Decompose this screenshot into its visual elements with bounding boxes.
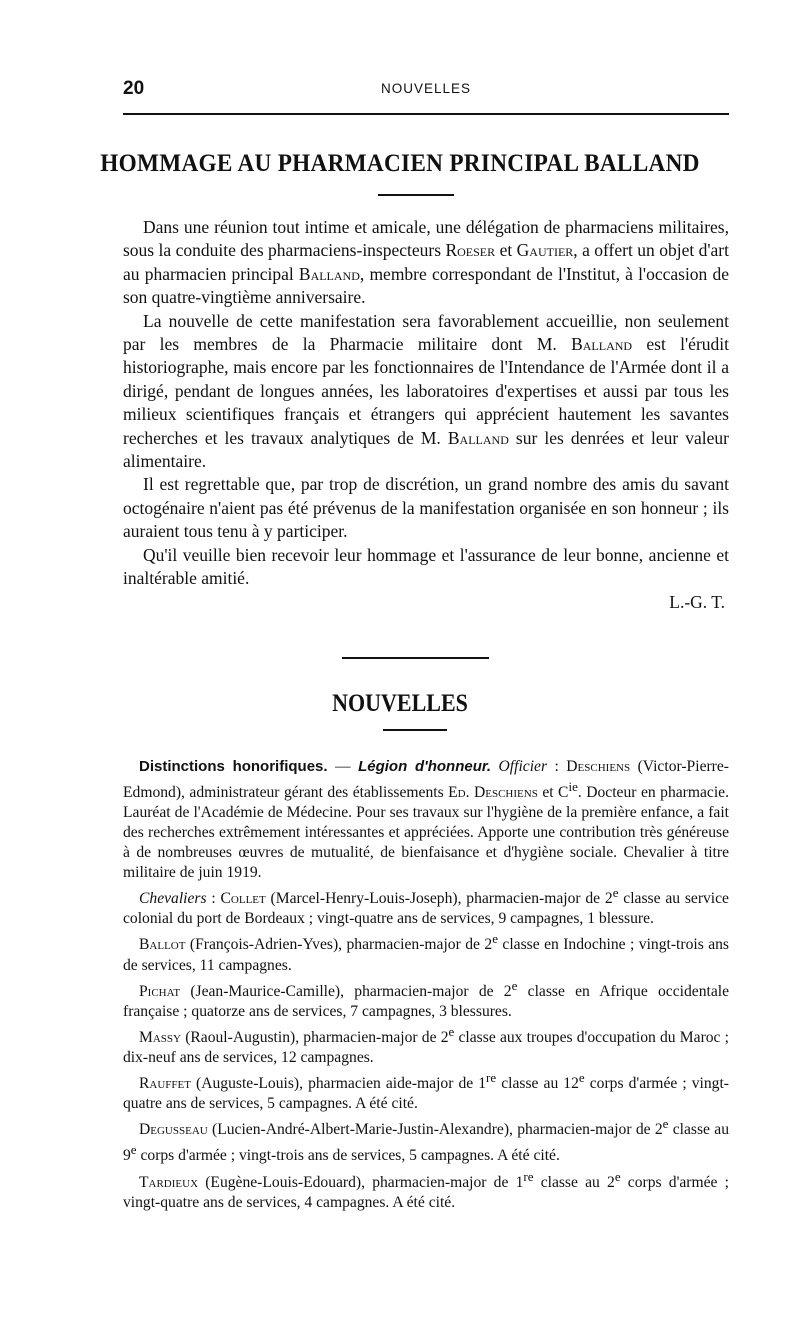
person-name: Pichat — [139, 982, 181, 1000]
running-header — [123, 78, 729, 102]
paragraph: Chevaliers : Collet (Marcel-Henry-Louis-Joseph), pharmacien-major de 2e classe au service colonial du port de Bordeaux ; vingt-quatre ans de services, 9 campagnes, 1 blessure. — [123, 885, 729, 928]
person-name: Balland — [571, 334, 633, 355]
article-title-hommage: HOMMAGE AU PHARMACIEN PRINCIPAL BALLAND — [100, 150, 700, 177]
person-name: Rauffet — [139, 1075, 191, 1093]
person-name: Degusseau — [139, 1121, 208, 1139]
person-name: Massy — [139, 1028, 181, 1046]
running-title: NOUVELLES — [380, 81, 472, 96]
section-divider — [342, 657, 489, 659]
paragraph: Rauffet (Auguste-Louis), pharmacien aide-major de 1re classe au 12e corps d'armée ; vingt-quatre ans de services, 5 campagnes. A été cité. — [123, 1069, 729, 1113]
paragraph: Massy (Raoul-Augustin), pharmacien-major de 2e classe aux troupes d'occupation du Maroc ; dix-neuf ans de services, 12 campagnes. — [123, 1023, 730, 1066]
article-nouvelles-body — [123, 757, 729, 1213]
person-name: Collet — [220, 890, 266, 908]
paragraph: Degusseau (Lucien-André-Albert-Marie-Justin-Alexandre), pharmacien-major de 2e classe au 9e corps d'armée ; vingt-trois ans de services, 5 campagnes. A été cité. — [123, 1116, 729, 1165]
paragraph: Distinctions honorifiques. — Légion d'honneur. Officier : Deschiens (Victor-Pierre-Edmond), administrateur gérant des établissements Ed. Deschiens et $C^{ie}$. Docteur en pharmacie. Lauréat de l'Académie de Médecine. Pour ses travaux sur l'hygiène de la première enfance, a fait des recherches extrêmement intéressantes et appréciées. Apporte une contribution très généreuse à de nombreuses œuvres de mutualité, de bienfaisance et d'hygiène sociale. Chevalier à titre militaire de juin 1919. — [123, 758, 729, 882]
person-name: Deschiens — [566, 758, 631, 775]
paragraph: La nouvelle de cette manifestation sera favorablement accueillie, non seulement par les membres de la Pharmacie militaire dont M. Balland est l'érudit historiographe, mais encore par les fonctionnaires de l'Intendance de l'Armée dont il a dirigé, pendant de longues années, les laboratoires d'expertises et aussi par tous les milieux scientifiques français et étrangers qui apprécient hautement les savantes recherches et les travaux analytiques de M. Balland sur les denrées et leur valeur alimentaire. — [123, 310, 729, 472]
title-underline — [383, 729, 447, 731]
paragraph: Il est regrettable que, par trop de discrétion, un grand nombre des amis du savant octogénaire n'aient pas été prévenus de la manifestation organisée en son honneur ; ils auraient tous tenu à y participer. — [123, 474, 729, 542]
section-title-nouvelles: NOUVELLES — [332, 690, 468, 717]
paragraph: Dans une réunion tout intime et amicale, une délégation de pharmaciens militaires, sous la conduite des pharmaciens-inspecteurs Roeser et Gautier, a offert un objet d'art au pharmacien principal Balland, membre correspondant de l'Institut, à l'occasion de son quatre-vingtième anniversaire. — [123, 217, 730, 308]
paragraph: Tardieux (Eugène-Louis-Edouard), pharmacien-major de 1re classe au 2e corps d'armée ; vingt-quatre ans de services, 4 campagnes. A été cité. — [123, 1168, 729, 1211]
paragraph: Qu'il veuille bien recevoir leur hommage et l'assurance de leur bonne, ancienne et inaltérable amitié. — [123, 544, 729, 589]
person-name: Gautier — [516, 240, 574, 261]
title-underline — [378, 194, 454, 196]
header-rule — [123, 113, 729, 115]
section-heading: Distinctions honorifiques. — [139, 758, 328, 775]
person-name: Balland — [447, 427, 509, 448]
article-hommage-body — [123, 216, 729, 614]
paragraph: Pichat (Jean-Maurice-Camille), pharmacien-major de 2e classe en Afrique occidentale française ; quatorze ans de services, 7 campagnes, 3 blessures. — [123, 977, 729, 1020]
person-name: Balland — [298, 263, 360, 284]
page-number: 20 — [123, 78, 145, 99]
person-name: Roeser — [445, 240, 496, 261]
signature: L.-G. T. — [669, 591, 725, 612]
paragraph: Ballot (François-Adrien-Yves), pharmacien-major de 2e classe en Indochine ; vingt-trois ans de services, 11 campagnes. — [123, 931, 729, 974]
person-name: Ballot — [139, 936, 186, 954]
person-name: Tardieux — [139, 1173, 199, 1191]
